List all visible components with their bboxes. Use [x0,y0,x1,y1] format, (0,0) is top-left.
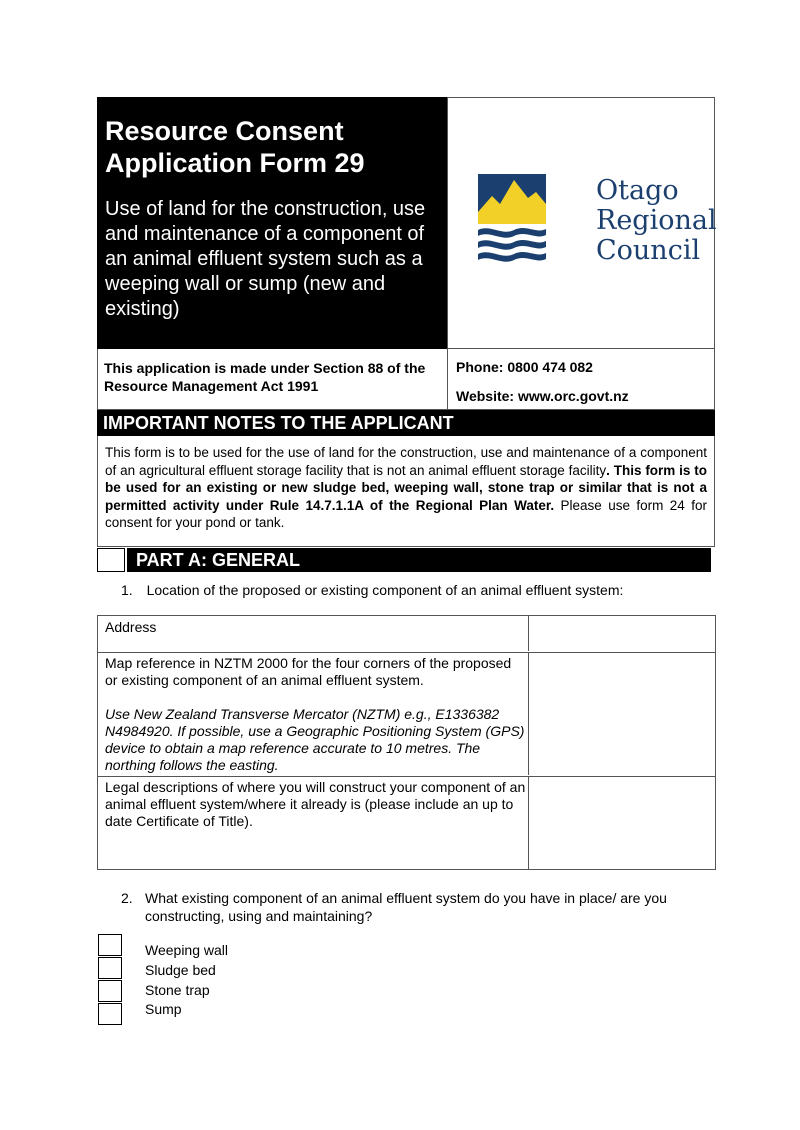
part-a-heading: PART A: GENERAL [127,548,711,572]
contact-info-row [97,349,715,410]
logo-block [447,97,715,349]
question-2 [121,889,711,925]
legislation-text: This application is made under Section 88 of the Resource Management Act 1991 [104,360,426,394]
map-reference-input[interactable] [528,652,715,775]
important-notes-body [97,436,715,547]
notes-text-1: This form is to be used for the use of land for the construction, use and maintenance of a component of an agricultural effluent storage facility that is not an animal effluent storage facility [105,445,707,478]
address-input[interactable] [528,616,715,651]
legal-description-input[interactable] [528,776,715,869]
legal-description-label: Legal descriptions of where you will construct your component of an animal effluent system/where it already is (please include an up to date Certificate of Title). [105,779,526,829]
notes-text-bold: . This form is to be used for an existing or new sludge bed, weeping wall, stone trap or similar that is not a permitted activity under Rule 14.7.1.1A of the Regional Plan Water. [105,462,707,513]
form-title-line1: Resource Consent [105,116,344,146]
sump-label: Sump [145,1001,182,1017]
logo-text-otago: Otago [596,175,679,206]
stone-trap-label: Stone trap [145,982,210,998]
notes-text-2: Please use form 24 for consent for your pond or tank. [105,497,707,530]
table-row-legal-description [98,776,715,870]
part-a-marker [97,548,125,572]
header-title-block [97,97,447,349]
map-reference-text: Map reference in NZTM 2000 for the four corners of the proposed or existing component of an animal effluent system. [105,655,512,688]
row-divider [447,349,448,410]
sludge-bed-label: Sludge bed [145,962,216,978]
map-reference-hint: Use New Zealand Transverse Mercator (NZTM) e.g., E1336382 N4984920. If possible, use a Geographic Positioning System (GPS) device to obtain a map reference accurate to 10 metres. The northing follows the easting. [105,706,525,773]
form-subtitle: Use of land for the construction, use and maintenance of a component of an animal effluent system such as a weeping wall or sump (new and existing) [105,198,426,320]
website-link[interactable]: Website: www.orc.govt.nz [456,388,629,404]
phone-number: Phone: 0800 474 082 [456,359,593,375]
address-label: Address [105,619,157,635]
important-notes-heading: IMPORTANT NOTES TO THE APPLICANT [97,410,715,436]
question-2-text: What existing component of an animal effluent system do you have in place/ are you constructing, using and maintaining? [145,890,667,924]
form-title-line2: Application Form 29 [105,148,365,178]
table-row-map-reference [98,652,715,777]
question-1-text: Location of the proposed or existing component of an animal effluent system: [146,582,624,598]
logo-text-council: Council [596,235,701,266]
location-table [97,615,716,870]
logo-text-regional: Regional [596,205,717,236]
mountain-logo-icon [478,174,548,270]
sump-checkbox[interactable] [98,1003,122,1025]
table-row-address [98,616,715,653]
weeping-wall-label: Weeping wall [145,942,229,958]
question-1 [121,582,623,598]
weeping-wall-checkbox[interactable] [98,934,122,956]
question-1-number: 1. [121,582,133,598]
stone-trap-checkbox[interactable] [98,980,122,1002]
otago-regional-council-logo [478,174,717,275]
question-2-number: 2. [121,890,133,906]
form-title [105,115,439,179]
sludge-bed-checkbox[interactable] [98,957,122,979]
map-reference-label [105,655,527,774]
